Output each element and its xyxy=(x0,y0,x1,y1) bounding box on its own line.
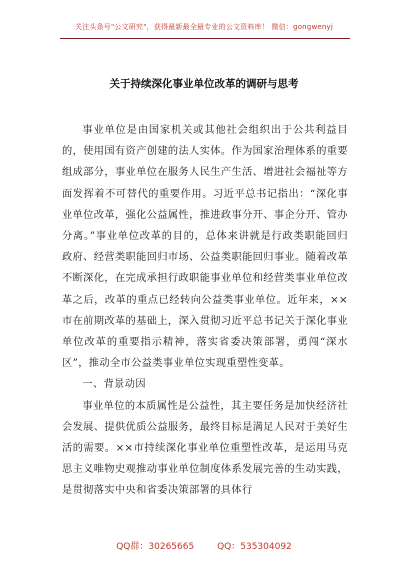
header-banner: 关注头条号"公文研究"，获得最新最全最专业的公文资料库！ 微信：gongwenyj xyxy=(74,23,334,31)
document-body xyxy=(62,120,348,502)
section-heading: 一、背景动因 xyxy=(82,379,146,391)
footer-qq-group: QQ群：30265665 xyxy=(116,542,195,552)
document-title: 关于持续深化事业单位改革的调研与思考 xyxy=(109,78,299,90)
footer-qq: QQ：535304092 xyxy=(217,542,292,552)
intro-paragraph: 事业单位是由国家机关或其他社会组织出于公共利益目的，使用国有资产创建的法人实体。作为国家治理体系的重要组成部分，事业单位在服务人民生产生活、增进社会福祉等方面发挥着不可替代的重要作用。习近平总书记指出：“深化事业单位改革，强化公益属性，推进政事分开、事企分开、管办分离。”事业单位改革的目的，总体来讲就是行政类职能回归政府、经营类职能回归市场、公益类职能回归事业。随着改革不断深化，在完成承担行政职能事业单位和经营类事业单位改革之后，改革的重点已经转向公益类事业单位。近年来，××市在前期改革的基础上，深入贯彻习近平总书记关于深化事业单位改革的重要指示精神，落实省委决策部署，勇闯“深水区”，推动全市公益类事业单位实现重塑性变革。 xyxy=(62,125,348,370)
section-paragraph: 事业单位的本质属性是公益性，其主要任务是加快经济社会发展、提供优质公益服务，最终目标是满足人民对于美好生活的需要。××市持续深化事业单位重塑性改革，是运用马克思主义唯物史观推动事业单位制度体系发展完善的生动实践，是贯彻落实中央和省委决策部署的具体行 xyxy=(62,400,348,497)
footer-contact xyxy=(0,539,408,552)
header-divider xyxy=(60,38,350,39)
